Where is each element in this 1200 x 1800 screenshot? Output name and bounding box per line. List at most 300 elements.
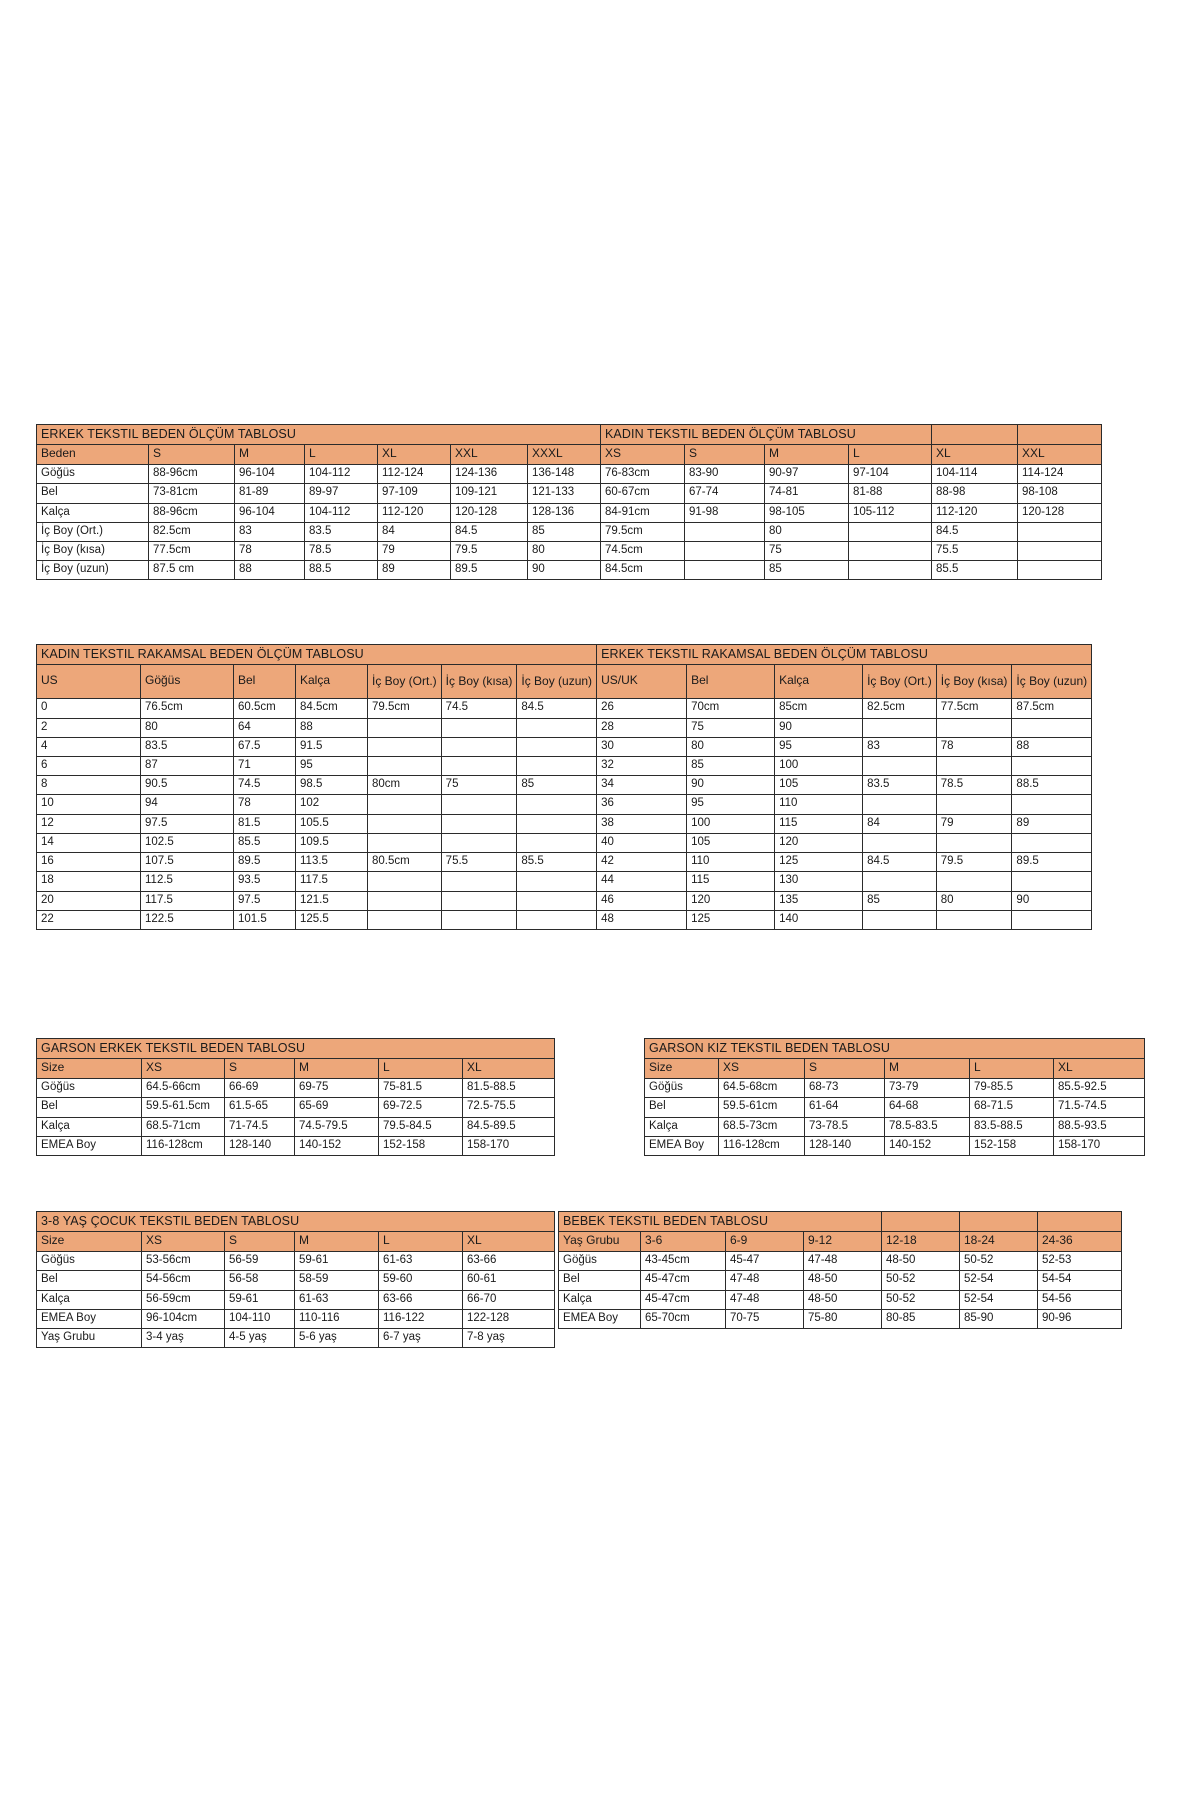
table-row <box>37 1271 555 1290</box>
cell <box>368 910 442 929</box>
row-label: İç Boy (kısa) <box>37 542 149 561</box>
table-row <box>37 833 1092 852</box>
cell: 84-91cm <box>601 503 685 522</box>
cell: 96-104 <box>235 503 305 522</box>
cell: 88.5 <box>305 561 378 580</box>
cell: 95 <box>296 757 368 776</box>
cell: 52-53 <box>1038 1252 1122 1271</box>
cell: 88-98 <box>932 484 1018 503</box>
table-row <box>645 1117 1145 1136</box>
table-header-row <box>37 445 1102 465</box>
cell: 115 <box>687 872 775 891</box>
cell: 87 <box>141 757 234 776</box>
table-row <box>37 1079 555 1098</box>
cell: 96-104 <box>235 465 305 484</box>
table-row <box>37 503 1102 522</box>
cell <box>441 872 517 891</box>
cell: 78 <box>936 737 1012 756</box>
cell: 59-61 <box>295 1252 379 1271</box>
cell: 105 <box>687 833 775 852</box>
cell: 112.5 <box>141 872 234 891</box>
cell: 61-64 <box>805 1098 885 1117</box>
table-row <box>37 737 1092 756</box>
erkek-rakamsal-title: ERKEK TEKSTIL RAKAMSAL BEDEN ÖLÇÜM TABLOSU <box>597 645 1092 665</box>
cell: 45-47 <box>726 1252 804 1271</box>
table-row <box>37 522 1102 541</box>
cell: 84.5 <box>932 522 1018 541</box>
cell: 152-158 <box>970 1136 1054 1155</box>
cell: 120 <box>775 833 863 852</box>
cell <box>1012 910 1092 929</box>
cell: 110 <box>775 795 863 814</box>
cell: 67-74 <box>685 484 765 503</box>
cell: 128-136 <box>528 503 601 522</box>
cell: 68.5-73cm <box>719 1117 805 1136</box>
row-label: İç Boy (Ort.) <box>37 522 149 541</box>
col-kalca: Kalça <box>296 665 368 699</box>
table-row <box>37 1117 555 1136</box>
cell: 87.5 cm <box>149 561 235 580</box>
cell: 88 <box>1012 737 1092 756</box>
table-row <box>645 1136 1145 1155</box>
cell: 85 <box>863 891 937 910</box>
cell: 38 <box>597 814 687 833</box>
table-row <box>37 1290 555 1309</box>
cell: 80 <box>936 891 1012 910</box>
cell: 88.5 <box>1012 776 1092 795</box>
cell: 83 <box>863 737 937 756</box>
cell: 116-128cm <box>142 1136 225 1155</box>
cell: 84.5 <box>451 522 528 541</box>
cell: 115 <box>775 814 863 833</box>
cell <box>1012 795 1092 814</box>
table-row <box>37 465 1102 484</box>
cell: 47-48 <box>726 1290 804 1309</box>
col-s: S <box>225 1059 295 1079</box>
cell: 97-104 <box>849 465 932 484</box>
cell: 89 <box>378 561 451 580</box>
table-row <box>37 1309 555 1328</box>
cell <box>517 795 597 814</box>
cell: 44 <box>597 872 687 891</box>
cell <box>368 872 442 891</box>
row-label: EMEA Boy <box>645 1136 719 1155</box>
table-row <box>37 718 1092 737</box>
row-label: Göğüs <box>559 1252 641 1271</box>
cell: 105 <box>775 776 863 795</box>
col-xl: XL <box>463 1059 555 1079</box>
cell <box>1018 542 1102 561</box>
cell <box>936 718 1012 737</box>
spacer-cell <box>1038 1212 1122 1232</box>
cell: 112-120 <box>378 503 451 522</box>
cell <box>863 757 937 776</box>
col-beden: Beden <box>37 445 149 465</box>
table-row <box>37 853 1092 872</box>
cell: 68-71.5 <box>970 1098 1054 1117</box>
col-kadin-s: S <box>685 445 765 465</box>
row-label: Göğüs <box>37 1079 142 1098</box>
cell: 85.5 <box>517 853 597 872</box>
cell: 59.5-61cm <box>719 1098 805 1117</box>
row-label: Bel <box>37 484 149 503</box>
cell: 72.5-75.5 <box>463 1098 555 1117</box>
cell: 91-98 <box>685 503 765 522</box>
col-ic-boy-uzun-erkek: İç Boy (uzun) <box>1012 665 1092 699</box>
table-row <box>37 561 1102 580</box>
cell: 61-63 <box>295 1290 379 1309</box>
cell: 0 <box>37 699 141 718</box>
rakamsal-tables-group <box>36 644 1092 930</box>
cell <box>368 757 442 776</box>
garson-kiz-block <box>644 1038 1145 1156</box>
cell: 88.5-93.5 <box>1054 1117 1145 1136</box>
cell: 109.5 <box>296 833 368 852</box>
cell: 71 <box>234 757 296 776</box>
cell: 64-68 <box>885 1098 970 1117</box>
row-label: Kalça <box>37 1290 142 1309</box>
row-label: Kalça <box>645 1117 719 1136</box>
cell: 56-59cm <box>142 1290 225 1309</box>
col-18-24: 18-24 <box>960 1232 1038 1252</box>
cell: 63-66 <box>379 1290 463 1309</box>
col-xl: XL <box>1054 1059 1145 1079</box>
cell: 80.5cm <box>368 853 442 872</box>
cell: 85 <box>517 776 597 795</box>
spacer-cell <box>932 425 1018 445</box>
cell: 88 <box>296 718 368 737</box>
cocuk-title: 3-8 YAŞ ÇOCUK TEKSTIL BEDEN TABLOSU <box>37 1212 555 1232</box>
cell: 52-54 <box>960 1290 1038 1309</box>
cell: 73-78.5 <box>805 1117 885 1136</box>
cell: 97-109 <box>378 484 451 503</box>
cell <box>936 872 1012 891</box>
table-garson-kiz <box>644 1038 1145 1156</box>
cell: 47-48 <box>726 1271 804 1290</box>
cell: 67.5 <box>234 737 296 756</box>
cell: 58-59 <box>295 1271 379 1290</box>
table-header-row <box>559 1232 1122 1252</box>
table-row <box>559 1271 1122 1290</box>
kadin-tekstil-title: KADIN TEKSTIL BEDEN ÖLÇÜM TABLOSU <box>601 425 932 445</box>
col-yas-grubu: Yaş Grubu <box>559 1232 641 1252</box>
cell: 56-58 <box>225 1271 295 1290</box>
cell: 75.5 <box>441 853 517 872</box>
cell: 130 <box>775 872 863 891</box>
garson-kiz-title: GARSON KIZ TEKSTIL BEDEN TABLOSU <box>645 1039 1145 1059</box>
cell <box>517 757 597 776</box>
cell: 59-60 <box>379 1271 463 1290</box>
cell <box>849 542 932 561</box>
table-header-row <box>37 1059 555 1079</box>
cell <box>863 910 937 929</box>
cell: 140-152 <box>295 1136 379 1155</box>
table-row <box>37 776 1092 795</box>
cell: 78.5 <box>936 776 1012 795</box>
cell: 120-128 <box>1018 503 1102 522</box>
table-row <box>37 872 1092 891</box>
cell: 125 <box>775 853 863 872</box>
cell: 6-7 yaş <box>379 1329 463 1348</box>
cell: 102 <box>296 795 368 814</box>
col-l: L <box>970 1059 1054 1079</box>
row-label: İç Boy (uzun) <box>37 561 149 580</box>
cell <box>685 561 765 580</box>
cell: 10 <box>37 795 141 814</box>
cell: 112-120 <box>932 503 1018 522</box>
col-size: Size <box>37 1059 142 1079</box>
cell: 93.5 <box>234 872 296 891</box>
table-row <box>37 1252 555 1271</box>
cell: 95 <box>687 795 775 814</box>
table-cocuk-3-8 <box>36 1211 555 1348</box>
col-xs: XS <box>142 1059 225 1079</box>
cell <box>1012 872 1092 891</box>
cell: 78 <box>235 542 305 561</box>
cell: 94 <box>141 795 234 814</box>
cell: 42 <box>597 853 687 872</box>
cell: 122-128 <box>463 1309 555 1328</box>
col-erkek-xxl: XXL <box>451 445 528 465</box>
col-us: US <box>37 665 141 699</box>
table-row <box>37 814 1092 833</box>
cell: 81.5 <box>234 814 296 833</box>
cell: 120-128 <box>451 503 528 522</box>
cell: 64 <box>234 718 296 737</box>
table-erkek-kadin-tekstil <box>36 424 1102 580</box>
cell: 74.5cm <box>601 542 685 561</box>
cell: 100 <box>687 814 775 833</box>
cell: 73-79 <box>885 1079 970 1098</box>
cell: 85 <box>687 757 775 776</box>
cell <box>517 814 597 833</box>
cell: 84 <box>863 814 937 833</box>
cell <box>849 561 932 580</box>
cell <box>441 833 517 852</box>
col-s: S <box>225 1232 295 1252</box>
cell: 102.5 <box>141 833 234 852</box>
table-row <box>559 1290 1122 1309</box>
cell: 54-54 <box>1038 1271 1122 1290</box>
cell: 84 <box>378 522 451 541</box>
cell: 116-128cm <box>719 1136 805 1155</box>
cell <box>685 542 765 561</box>
cell: 71-74.5 <box>225 1117 295 1136</box>
cell <box>517 718 597 737</box>
cell <box>368 833 442 852</box>
cell: 60.5cm <box>234 699 296 718</box>
table-row <box>37 1098 555 1117</box>
cell: 121.5 <box>296 891 368 910</box>
cell: 5-6 yaş <box>295 1329 379 1348</box>
cell: 79 <box>936 814 1012 833</box>
cell: 128-140 <box>225 1136 295 1155</box>
cell: 50-52 <box>882 1271 960 1290</box>
cell <box>368 718 442 737</box>
table-title-row <box>37 1039 555 1059</box>
cell: 66-70 <box>463 1290 555 1309</box>
cell: 60-67cm <box>601 484 685 503</box>
cell: 64.5-68cm <box>719 1079 805 1098</box>
cell <box>441 737 517 756</box>
cell: 60-61 <box>463 1271 555 1290</box>
cell: 34 <box>597 776 687 795</box>
cell: 90.5 <box>141 776 234 795</box>
row-label: Göğüs <box>37 1252 142 1271</box>
col-ic-boy-kisa-erkek: İç Boy (kısa) <box>936 665 1012 699</box>
cell: 152-158 <box>379 1136 463 1155</box>
cell: 107.5 <box>141 853 234 872</box>
cell: 14 <box>37 833 141 852</box>
cell: 90-96 <box>1038 1309 1122 1328</box>
col-erkek-xxxl: XXXL <box>528 445 601 465</box>
cell: 61.5-65 <box>225 1098 295 1117</box>
cell: 4-5 yaş <box>225 1329 295 1348</box>
cell: 30 <box>597 737 687 756</box>
cell: 74.5 <box>441 699 517 718</box>
table-row <box>645 1098 1145 1117</box>
cell: 71.5-74.5 <box>1054 1098 1145 1117</box>
cell: 76.5cm <box>141 699 234 718</box>
spacer-cell <box>1018 425 1102 445</box>
col-m: M <box>885 1059 970 1079</box>
cell: 85 <box>528 522 601 541</box>
cell: 85-90 <box>960 1309 1038 1328</box>
cell: 88-96cm <box>149 465 235 484</box>
row-label: Göğüs <box>37 465 149 484</box>
col-erkek-m: M <box>235 445 305 465</box>
table-row <box>645 1079 1145 1098</box>
cell: 95 <box>775 737 863 756</box>
cell: 85 <box>765 561 849 580</box>
col-xl: XL <box>463 1232 555 1252</box>
cell: 140-152 <box>885 1136 970 1155</box>
erkek-tekstil-title: ERKEK TEKSTIL BEDEN ÖLÇÜM TABLOSU <box>37 425 601 445</box>
cell: 2 <box>37 718 141 737</box>
col-bel-erkek: Bel <box>687 665 775 699</box>
cell <box>685 522 765 541</box>
cell: 97.5 <box>141 814 234 833</box>
cell: 85.5-92.5 <box>1054 1079 1145 1098</box>
col-erkek-l: L <box>305 445 378 465</box>
col-m: M <box>295 1059 379 1079</box>
col-xs: XS <box>142 1232 225 1252</box>
cell: 26 <box>597 699 687 718</box>
cell: 84.5 <box>517 699 597 718</box>
table-row <box>37 542 1102 561</box>
cell: 135 <box>775 891 863 910</box>
cell: 79.5cm <box>368 699 442 718</box>
col-12-18: 12-18 <box>882 1232 960 1252</box>
cell: 69-75 <box>295 1079 379 1098</box>
cell: 114-124 <box>1018 465 1102 484</box>
cell: 84.5cm <box>601 561 685 580</box>
cell: 98-105 <box>765 503 849 522</box>
cell: 63-66 <box>463 1252 555 1271</box>
table-row <box>37 1329 555 1348</box>
cell: 74.5 <box>234 776 296 795</box>
cell: 78.5 <box>305 542 378 561</box>
cell: 110 <box>687 853 775 872</box>
cell <box>441 718 517 737</box>
cell <box>441 891 517 910</box>
cell: 125 <box>687 910 775 929</box>
table-header-row <box>37 665 1092 699</box>
col-kadin-m: M <box>765 445 849 465</box>
col-size: Size <box>645 1059 719 1079</box>
cell: 104-114 <box>932 465 1018 484</box>
cell: 117.5 <box>141 891 234 910</box>
col-size: Size <box>37 1232 142 1252</box>
cell: 56-59 <box>225 1252 295 1271</box>
cell: 98.5 <box>296 776 368 795</box>
cell: 104-110 <box>225 1309 295 1328</box>
table-rakamsal <box>36 644 1092 930</box>
cell: 75.5 <box>932 542 1018 561</box>
cell: 81.5-88.5 <box>463 1079 555 1098</box>
cell <box>1012 757 1092 776</box>
cell: 85cm <box>775 699 863 718</box>
cell: 79.5 <box>936 853 1012 872</box>
cell <box>517 737 597 756</box>
cell: 54-56cm <box>142 1271 225 1290</box>
cell: 18 <box>37 872 141 891</box>
cell: 61-63 <box>379 1252 463 1271</box>
cell: 81-89 <box>235 484 305 503</box>
cell: 158-170 <box>463 1136 555 1155</box>
row-label: EMEA Boy <box>37 1309 142 1328</box>
cell: 50-52 <box>960 1252 1038 1271</box>
cell: 83.5 <box>305 522 378 541</box>
cell: 8 <box>37 776 141 795</box>
kadin-rakamsal-title: KADIN TEKSTIL RAKAMSAL BEDEN ÖLÇÜM TABLOSU <box>37 645 597 665</box>
col-bel: Bel <box>234 665 296 699</box>
cell: 81-88 <box>849 484 932 503</box>
cell: 48 <box>597 910 687 929</box>
garson-erkek-title: GARSON ERKEK TEKSTIL BEDEN TABLOSU <box>37 1039 555 1059</box>
cell <box>849 522 932 541</box>
cell: 91.5 <box>296 737 368 756</box>
cell: 6 <box>37 757 141 776</box>
cell: 77.5cm <box>149 542 235 561</box>
cell: 65-69 <box>295 1098 379 1117</box>
cell: 83 <box>235 522 305 541</box>
cell: 7-8 yaş <box>463 1329 555 1348</box>
cell <box>441 814 517 833</box>
table-garson-erkek <box>36 1038 555 1156</box>
cell: 104-112 <box>305 503 378 522</box>
cell: 84.5-89.5 <box>463 1117 555 1136</box>
cell <box>441 795 517 814</box>
cell: 97.5 <box>234 891 296 910</box>
cell <box>441 757 517 776</box>
cell: 104-112 <box>305 465 378 484</box>
cell: 79 <box>378 542 451 561</box>
cell: 59-61 <box>225 1290 295 1309</box>
col-24-36: 24-36 <box>1038 1232 1122 1252</box>
table-row <box>37 484 1102 503</box>
cell: 88-96cm <box>149 503 235 522</box>
cell: 22 <box>37 910 141 929</box>
col-gogus: Göğüs <box>141 665 234 699</box>
cell: 78.5-83.5 <box>885 1117 970 1136</box>
cell: 117.5 <box>296 872 368 891</box>
col-kadin-xxl: XXL <box>1018 445 1102 465</box>
table-row <box>37 757 1092 776</box>
table-row <box>37 910 1092 929</box>
cell: 80cm <box>368 776 442 795</box>
cell: 105.5 <box>296 814 368 833</box>
